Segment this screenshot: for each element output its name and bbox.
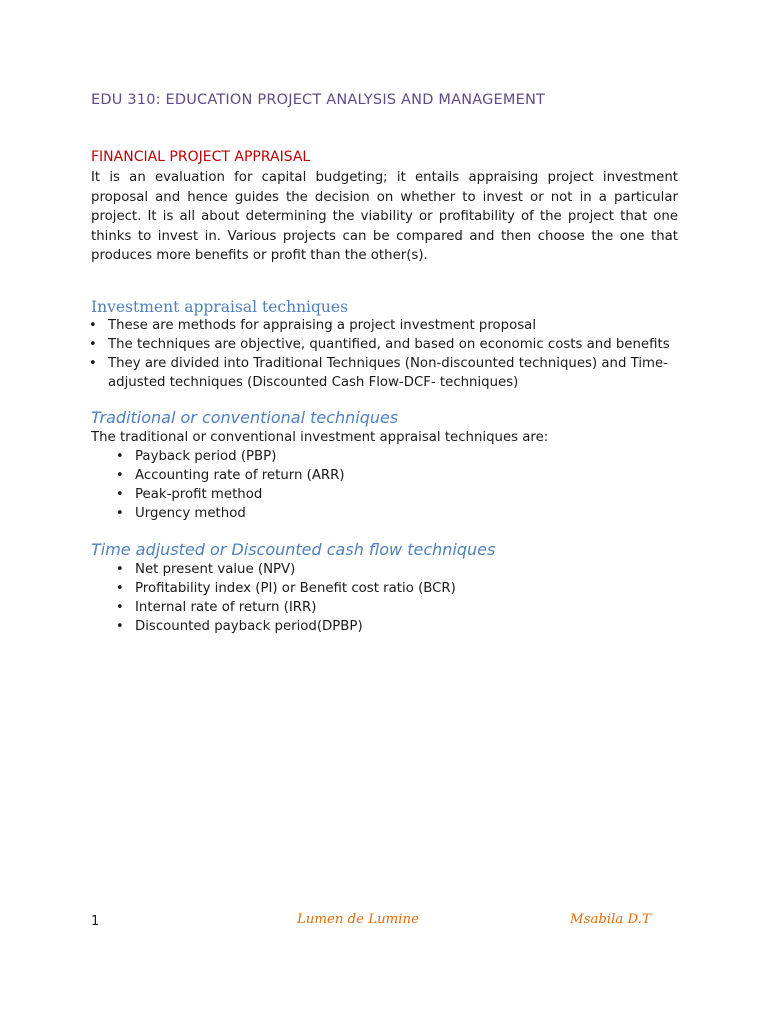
footer-author: Msabila D.T — [570, 912, 651, 927]
bullet-icon: • — [116, 562, 124, 577]
list-item-text: These are methods for appraising a project investment proposal — [108, 318, 537, 333]
traditional-techniques-intro: The traditional or conventional investment appraisal techniques are: — [91, 430, 549, 445]
investment-techniques-heading: Investment appraisal techniques — [91, 298, 349, 316]
page-number: 1 — [91, 914, 100, 929]
list-item-text: Peak-profit method — [135, 487, 263, 502]
list-item-text: They are divided into Traditional Techniques (Non-discounted techniques) and Time-adjusted techniques (Discounted Cash Flow-DCF- techniques) — [108, 356, 668, 390]
bullet-icon: • — [116, 468, 124, 483]
bullet-icon: • — [89, 318, 97, 333]
traditional-techniques-heading: Traditional or conventional techniques — [91, 408, 399, 427]
list-item — [116, 447, 635, 466]
list-item-text: Discounted payback period(DPBP) — [135, 619, 363, 634]
investment-techniques-list — [89, 316, 682, 392]
bullet-icon: • — [89, 337, 97, 352]
list-item — [89, 354, 682, 392]
list-item-text: Internal rate of return (IRR) — [135, 600, 317, 615]
list-item — [116, 485, 635, 504]
bullet-icon: • — [116, 449, 124, 464]
dcf-techniques-heading: Time adjusted or Discounted cash flow techniques — [91, 540, 496, 559]
bullet-icon: • — [116, 600, 124, 615]
list-item — [116, 560, 635, 579]
bullet-icon: • — [116, 487, 124, 502]
list-item — [116, 504, 635, 523]
bullet-icon: • — [89, 356, 97, 371]
list-item-text: Profitability index (PI) or Benefit cost ratio (BCR) — [135, 581, 456, 596]
footer-motto: Lumen de Lumine — [297, 912, 419, 927]
list-item-text: Payback period (PBP) — [135, 449, 277, 464]
list-item — [116, 579, 635, 598]
list-item-text: The techniques are objective, quantified, and based on economic costs and benefits — [108, 337, 670, 352]
financial-appraisal-paragraph: It is an evaluation for capital budgeting; it entails appraising project investment proposal and hence guides the decision on whether to invest or not in a particular project. It is all about determining the viability or profitability of the project that one thinks to invest in. Various projects can be compared and then choose the one that produces more benefits or profit than the other(s). — [91, 170, 678, 263]
list-item — [116, 617, 635, 636]
list-item — [89, 335, 682, 354]
document-title: EDU 310: EDUCATION PROJECT ANALYSIS AND MANAGEMENT — [91, 92, 546, 108]
list-item-text: Net present value (NPV) — [135, 562, 296, 577]
list-item — [89, 316, 682, 335]
financial-appraisal-heading: FINANCIAL PROJECT APPRAISAL — [91, 149, 311, 165]
traditional-techniques-list — [116, 447, 635, 523]
list-item-text: Urgency method — [135, 506, 246, 521]
bullet-icon: • — [116, 506, 124, 521]
bullet-icon: • — [116, 581, 124, 596]
list-item-text: Accounting rate of return (ARR) — [135, 468, 345, 483]
list-item — [116, 466, 635, 485]
bullet-icon: • — [116, 619, 124, 634]
list-item — [116, 598, 635, 617]
dcf-techniques-list — [116, 560, 635, 636]
